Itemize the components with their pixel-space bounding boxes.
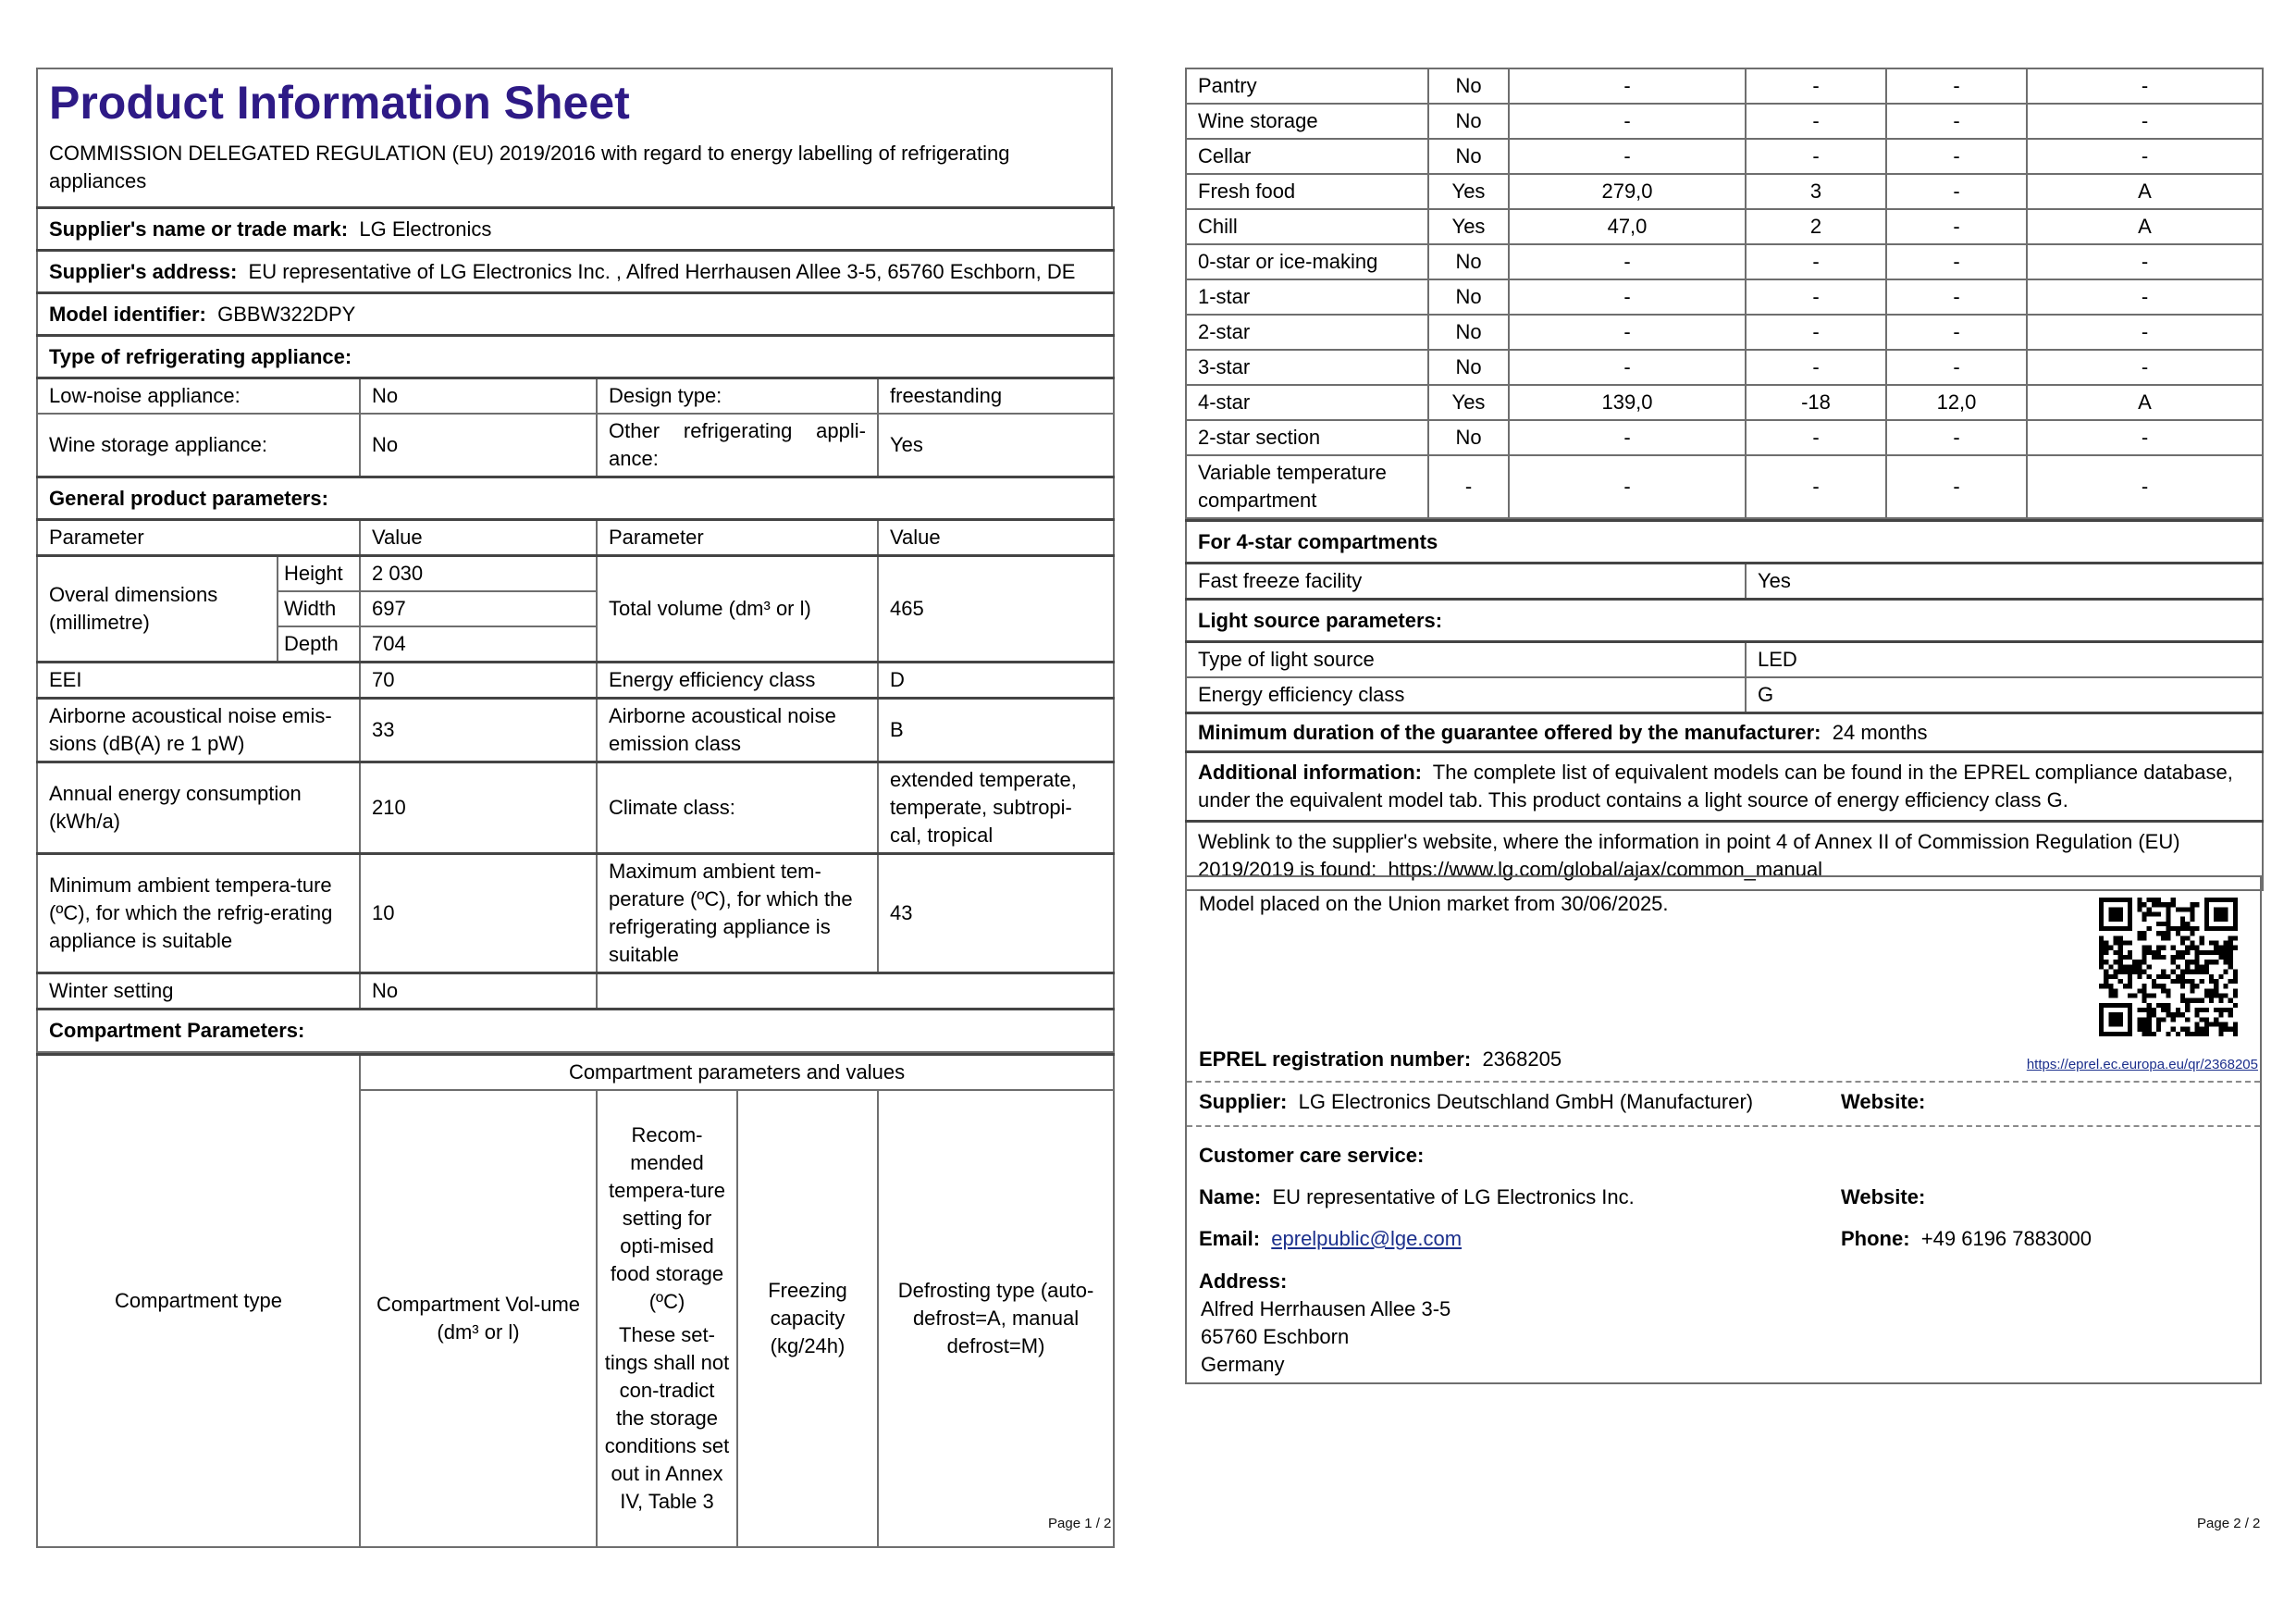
care-name-value: EU representative of LG Electronics Inc. (1272, 1185, 1635, 1208)
model-identifier-label: Model identifier: (49, 302, 206, 326)
compartment-name: Pantry (1186, 68, 1428, 104)
fast-freeze-label: Fast freeze facility (1186, 564, 1746, 600)
light-type-label: Type of light source (1186, 642, 1746, 678)
design-type-value: freestanding (878, 378, 1114, 415)
height-label: Height (278, 556, 360, 592)
address-line-1: Alfred Herrhausen Allee 3-5 (1201, 1297, 1451, 1320)
compartment-row (1186, 350, 2263, 385)
supplier-address-value: EU representative of LG Electronics Inc. , Alfred Herrhausen Allee 3-5, 65760 Eschborn, DE (248, 259, 1076, 283)
compartment-freezing: - (1886, 174, 2027, 209)
depth-value: 704 (360, 626, 597, 663)
additional-row (1186, 752, 2263, 822)
eprel-supplier-label: Supplier: (1199, 1090, 1288, 1113)
compartment-present: Yes (1428, 174, 1509, 209)
lower-info-table (1185, 519, 2264, 891)
care-phone-value: +49 6196 7883000 (1920, 1227, 2092, 1250)
compartment-volume: - (1509, 315, 1746, 350)
col-recommended-temperature (597, 1090, 737, 1547)
winter-row (37, 973, 1114, 1010)
model-identifier-value: GBBW322DPY (217, 302, 356, 326)
noise-row (37, 699, 1114, 762)
supplier-name-row (37, 208, 1114, 251)
compartment-header-table (36, 1053, 1115, 1548)
wine-storage-row (37, 414, 1114, 477)
compartment-name: Chill (1186, 209, 1428, 244)
wine-storage-value: No (360, 414, 597, 477)
compartment-row (1186, 104, 2263, 139)
compartment-defrost: - (2027, 350, 2263, 385)
noise-value: 33 (360, 699, 597, 762)
eprel-registration-row (1187, 1044, 2260, 1083)
total-volume-label: Total volume (dm³ or l) (597, 556, 878, 663)
address-line-3: Germany (1201, 1353, 1285, 1376)
four-star-heading: For 4-star compartments (1198, 529, 1438, 553)
light-type-row (1186, 642, 2263, 678)
compartment-defrost: - (2027, 139, 2263, 174)
eei-value: 70 (360, 663, 597, 699)
weblink-url[interactable]: https://www.lg.com/global/ajax/common_manual (1388, 858, 1823, 881)
compartment-freezing: - (1886, 244, 2027, 279)
qr-code-graphic (2099, 898, 2238, 1036)
guarantee-row (1186, 713, 2263, 752)
compartment-defrost: - (2027, 315, 2263, 350)
compartment-defrost: - (2027, 104, 2263, 139)
compartment-name: 1-star (1186, 279, 1428, 315)
compartment-row (1186, 455, 2263, 518)
other-appliance-label: Other refrigerating appli-ance: (597, 414, 878, 477)
supplier-name-value: LG Electronics (359, 217, 492, 241)
eei-label: EEI (37, 663, 360, 699)
compartment-volume: 279,0 (1509, 174, 1746, 209)
compartment-temperature: - (1746, 420, 1886, 455)
annual-energy-label: Annual energy consumption (kWh/a) (37, 762, 360, 854)
compartment-row (1186, 420, 2263, 455)
energy-class-value: D (878, 663, 1114, 699)
noise-class-value: B (878, 699, 1114, 762)
col-compartment-volume: Compartment Vol-ume (dm³ or l) (360, 1090, 597, 1547)
compartment-row (1186, 174, 2263, 209)
customer-care-heading: Customer care service: (1199, 1144, 1425, 1167)
light-class-value: G (1746, 677, 2263, 713)
title-block (36, 68, 1113, 206)
qr-code-icon[interactable] (2099, 898, 2238, 1036)
max-ambient-value: 43 (878, 854, 1114, 973)
compartment-volume: - (1509, 244, 1746, 279)
col-compartment-type: Compartment type (37, 1054, 360, 1547)
min-ambient-label: Minimum ambient tempera-ture (ºC), for which the refrig-erating appliance is suitable (37, 854, 360, 973)
height-row (37, 556, 1114, 592)
compartment-temperature: -18 (1746, 385, 1886, 420)
group-header: Compartment parameters and values (360, 1054, 1114, 1090)
care-email-link[interactable]: eprelpublic@lge.com (1271, 1227, 1463, 1250)
compartment-row (1186, 244, 2263, 279)
light-class-label: Energy efficiency class (1186, 677, 1746, 713)
compartment-temperature: 2 (1746, 209, 1886, 244)
compartment-volume: - (1509, 279, 1746, 315)
energy-class-label: Energy efficiency class (597, 663, 878, 699)
depth-label: Depth (278, 626, 360, 663)
total-volume-value: 465 (878, 556, 1114, 663)
regulation-subtitle: COMMISSION DELEGATED REGULATION (EU) 2019/2016 with regard to energy labelling of refrigerating appliances (49, 142, 1010, 192)
compartment-temperature: - (1746, 139, 1886, 174)
additional-value: The complete list of equivalent models can be found in the EPREL compliance database, under the equivalent model tab. This product contains a light source of energy efficiency class G. (1198, 761, 2233, 812)
max-ambient-label: Maximum ambient tem-perature (ºC), for which the refrigerating appliance is suitable (597, 854, 878, 973)
four-star-heading-row (1186, 521, 2263, 564)
product-info-table (36, 206, 1115, 1053)
other-appliance-value: Yes (878, 414, 1114, 477)
compartment-row (1186, 139, 2263, 174)
compartment-freezing: - (1886, 315, 2027, 350)
compartment-row (1186, 279, 2263, 315)
compartment-freezing: - (1886, 455, 2027, 518)
appliance-type-heading-row (37, 336, 1114, 378)
wine-storage-label: Wine storage appliance: (37, 414, 360, 477)
light-heading-row (1186, 600, 2263, 642)
compartment-present: No (1428, 315, 1509, 350)
general-header-row (37, 520, 1114, 556)
compartment-name: 4-star (1186, 385, 1428, 420)
light-class-row (1186, 677, 2263, 713)
eprel-reg-label: EPREL registration number: (1199, 1047, 1472, 1071)
eprel-reg-value: 2368205 (1482, 1047, 1562, 1071)
general-heading: General product parameters: (49, 486, 328, 510)
eprel-supplier-value: LG Electronics Deutschland GmbH (Manufacturer) (1298, 1090, 1754, 1113)
winter-label: Winter setting (37, 973, 360, 1010)
compartment-volume: - (1509, 420, 1746, 455)
compartment-volume: - (1509, 350, 1746, 385)
compartment-temperature: - (1746, 455, 1886, 518)
market-placement-text: Model placed on the Union market from 30/06/2025. (1199, 892, 1669, 915)
col-temperature-text-b: These set-tings shall not con-tradict the storage conditions set out in Annex IV, Table 3 (604, 1322, 730, 1513)
compartment-freezing: - (1886, 350, 2027, 385)
compartment-row (1186, 315, 2263, 350)
col-value-1: Value (360, 520, 597, 556)
compartment-volume: 139,0 (1509, 385, 1746, 420)
ambient-row (37, 854, 1114, 973)
eprel-box (1185, 875, 2262, 1384)
fast-freeze-value: Yes (1746, 564, 2263, 600)
weblink-text: Weblink to the supplier's website, where the information in point 4 of Annex II of Commission Regulation (EU) 2019/2019 is found: (1198, 830, 2180, 881)
compartment-present: No (1428, 68, 1509, 104)
supplier-name-label: Supplier's name or trade mark: (49, 217, 349, 241)
compartment-freezing: - (1886, 420, 2027, 455)
care-name-label: Name: (1199, 1185, 1262, 1208)
compartment-freezing: - (1886, 68, 2027, 104)
col-defrosting-type: Defrosting type (auto-defrost=A, manual defrost=M) (878, 1090, 1114, 1547)
light-heading: Light source parameters: (1198, 608, 1443, 632)
guarantee-label: Minimum duration of the guarantee offered by the manufacturer: (1198, 720, 1821, 744)
annual-energy-row (37, 762, 1114, 854)
compartment-temperature: - (1746, 279, 1886, 315)
light-type-value: LED (1746, 642, 2263, 678)
compartment-freezing: - (1886, 139, 2027, 174)
compartment-name: 2-star (1186, 315, 1428, 350)
compartment-name: Wine storage (1186, 104, 1428, 139)
winter-empty (597, 973, 1114, 1010)
dimensions-label: Overal dimensions (millimetre) (37, 556, 278, 663)
compartment-defrost: A (2027, 209, 2263, 244)
climate-class-label: Climate class: (597, 762, 878, 854)
supplier-address-label: Supplier's address: (49, 259, 238, 283)
annual-energy-value: 210 (360, 762, 597, 854)
compartment-present: Yes (1428, 385, 1509, 420)
compartment-volume: 47,0 (1509, 209, 1746, 244)
compartment-name: Cellar (1186, 139, 1428, 174)
noise-label: Airborne acoustical noise emis-sions (dB(A) re 1 pW) (37, 699, 360, 762)
width-label: Width (278, 591, 360, 626)
low-noise-row (37, 378, 1114, 415)
page-one (36, 68, 1113, 1548)
address-line-2: 65760 Eschborn (1201, 1325, 1350, 1348)
compartment-row (1186, 68, 2263, 104)
eei-row (37, 663, 1114, 699)
compartment-present: - (1428, 455, 1509, 518)
compartment-present: No (1428, 139, 1509, 174)
width-value: 697 (360, 591, 597, 626)
compartment-present: No (1428, 420, 1509, 455)
compartment-name: Fresh food (1186, 174, 1428, 209)
page-number-2: Page 2 / 2 (2197, 1516, 2261, 1531)
compartment-name: Variable temperature compartment (1186, 455, 1428, 518)
model-identifier-row (37, 293, 1114, 336)
compartment-freezing: - (1886, 104, 2027, 139)
col-parameter-2: Parameter (597, 520, 878, 556)
page-number-1: Page 1 / 2 (1048, 1516, 1112, 1531)
low-noise-label: Low-noise appliance: (37, 378, 360, 415)
compartment-defrost: A (2027, 174, 2263, 209)
eprel-supplier-row (1187, 1083, 2260, 1127)
group-header-row (37, 1054, 1114, 1090)
additional-label: Additional information: (1198, 761, 1422, 784)
page-title: Product Information Sheet (49, 77, 630, 129)
compartment-temperature: - (1746, 68, 1886, 104)
page-two (1185, 68, 2262, 891)
care-address-label: Address: (1199, 1270, 1288, 1293)
compartment-volume: - (1509, 455, 1746, 518)
compartment-heading: Compartment Parameters: (49, 1018, 305, 1042)
compartment-freezing: - (1886, 279, 2027, 315)
compartment-temperature: - (1746, 315, 1886, 350)
compartment-name: 3-star (1186, 350, 1428, 385)
care-website-label: Website: (1841, 1185, 1926, 1208)
general-heading-row (37, 477, 1114, 520)
compartment-name: 2-star section (1186, 420, 1428, 455)
eprel-website-label: Website: (1841, 1090, 1926, 1113)
care-email-label: Email: (1199, 1227, 1261, 1250)
compartment-present: No (1428, 350, 1509, 385)
compartment-row (1186, 209, 2263, 244)
compartment-temperature: - (1746, 350, 1886, 385)
compartment-present: Yes (1428, 209, 1509, 244)
compartment-freezing: 12,0 (1886, 385, 2027, 420)
compartment-temperature: 3 (1746, 174, 1886, 209)
compartment-volume: - (1509, 68, 1746, 104)
guarantee-value: 24 months (1832, 720, 1928, 744)
col-freezing-capacity: Freezing capacity (kg/24h) (737, 1090, 878, 1547)
compartment-defrost: - (2027, 279, 2263, 315)
compartment-defrost: - (2027, 420, 2263, 455)
min-ambient-value: 10 (360, 854, 597, 973)
compartment-name: 0-star or ice-making (1186, 244, 1428, 279)
compartment-row (1186, 385, 2263, 420)
compartment-present: No (1428, 104, 1509, 139)
climate-class-value: extended temperate, temperate, subtropi-cal, tropical (878, 762, 1114, 854)
compartment-heading-row (37, 1010, 1114, 1052)
compartment-defrost: - (2027, 455, 2263, 518)
col-value-2: Value (878, 520, 1114, 556)
appliance-type-heading: Type of refrigerating appliance: (49, 344, 352, 368)
care-phone-label: Phone: (1841, 1227, 1910, 1250)
compartment-volume: - (1509, 104, 1746, 139)
compartment-defrost: - (2027, 244, 2263, 279)
col-temperature-text-a: Recom-mended tempera-ture setting for opti-mised food storage (ºC) (609, 1122, 725, 1313)
compartment-volume: - (1509, 139, 1746, 174)
height-value: 2 030 (360, 556, 597, 592)
col-parameter-1: Parameter (37, 520, 360, 556)
design-type-label: Design type: (597, 378, 878, 415)
noise-class-label: Airborne acoustical noise emission class (597, 699, 878, 762)
compartment-temperature: - (1746, 104, 1886, 139)
compartment-temperature: - (1746, 244, 1886, 279)
winter-value: No (360, 973, 597, 1010)
eprel-link[interactable]: https://eprel.ec.europa.eu/qr/2368205 (2026, 1057, 2258, 1072)
supplier-address-row (37, 251, 1114, 293)
fast-freeze-row (1186, 564, 2263, 600)
care-address-block (1201, 1295, 1450, 1379)
compartment-defrost: A (2027, 385, 2263, 420)
compartment-defrost: - (2027, 68, 2263, 104)
compartment-rows-table (1185, 68, 2264, 519)
compartment-present: No (1428, 244, 1509, 279)
compartment-freezing: - (1886, 209, 2027, 244)
compartment-present: No (1428, 279, 1509, 315)
low-noise-value: No (360, 378, 597, 415)
